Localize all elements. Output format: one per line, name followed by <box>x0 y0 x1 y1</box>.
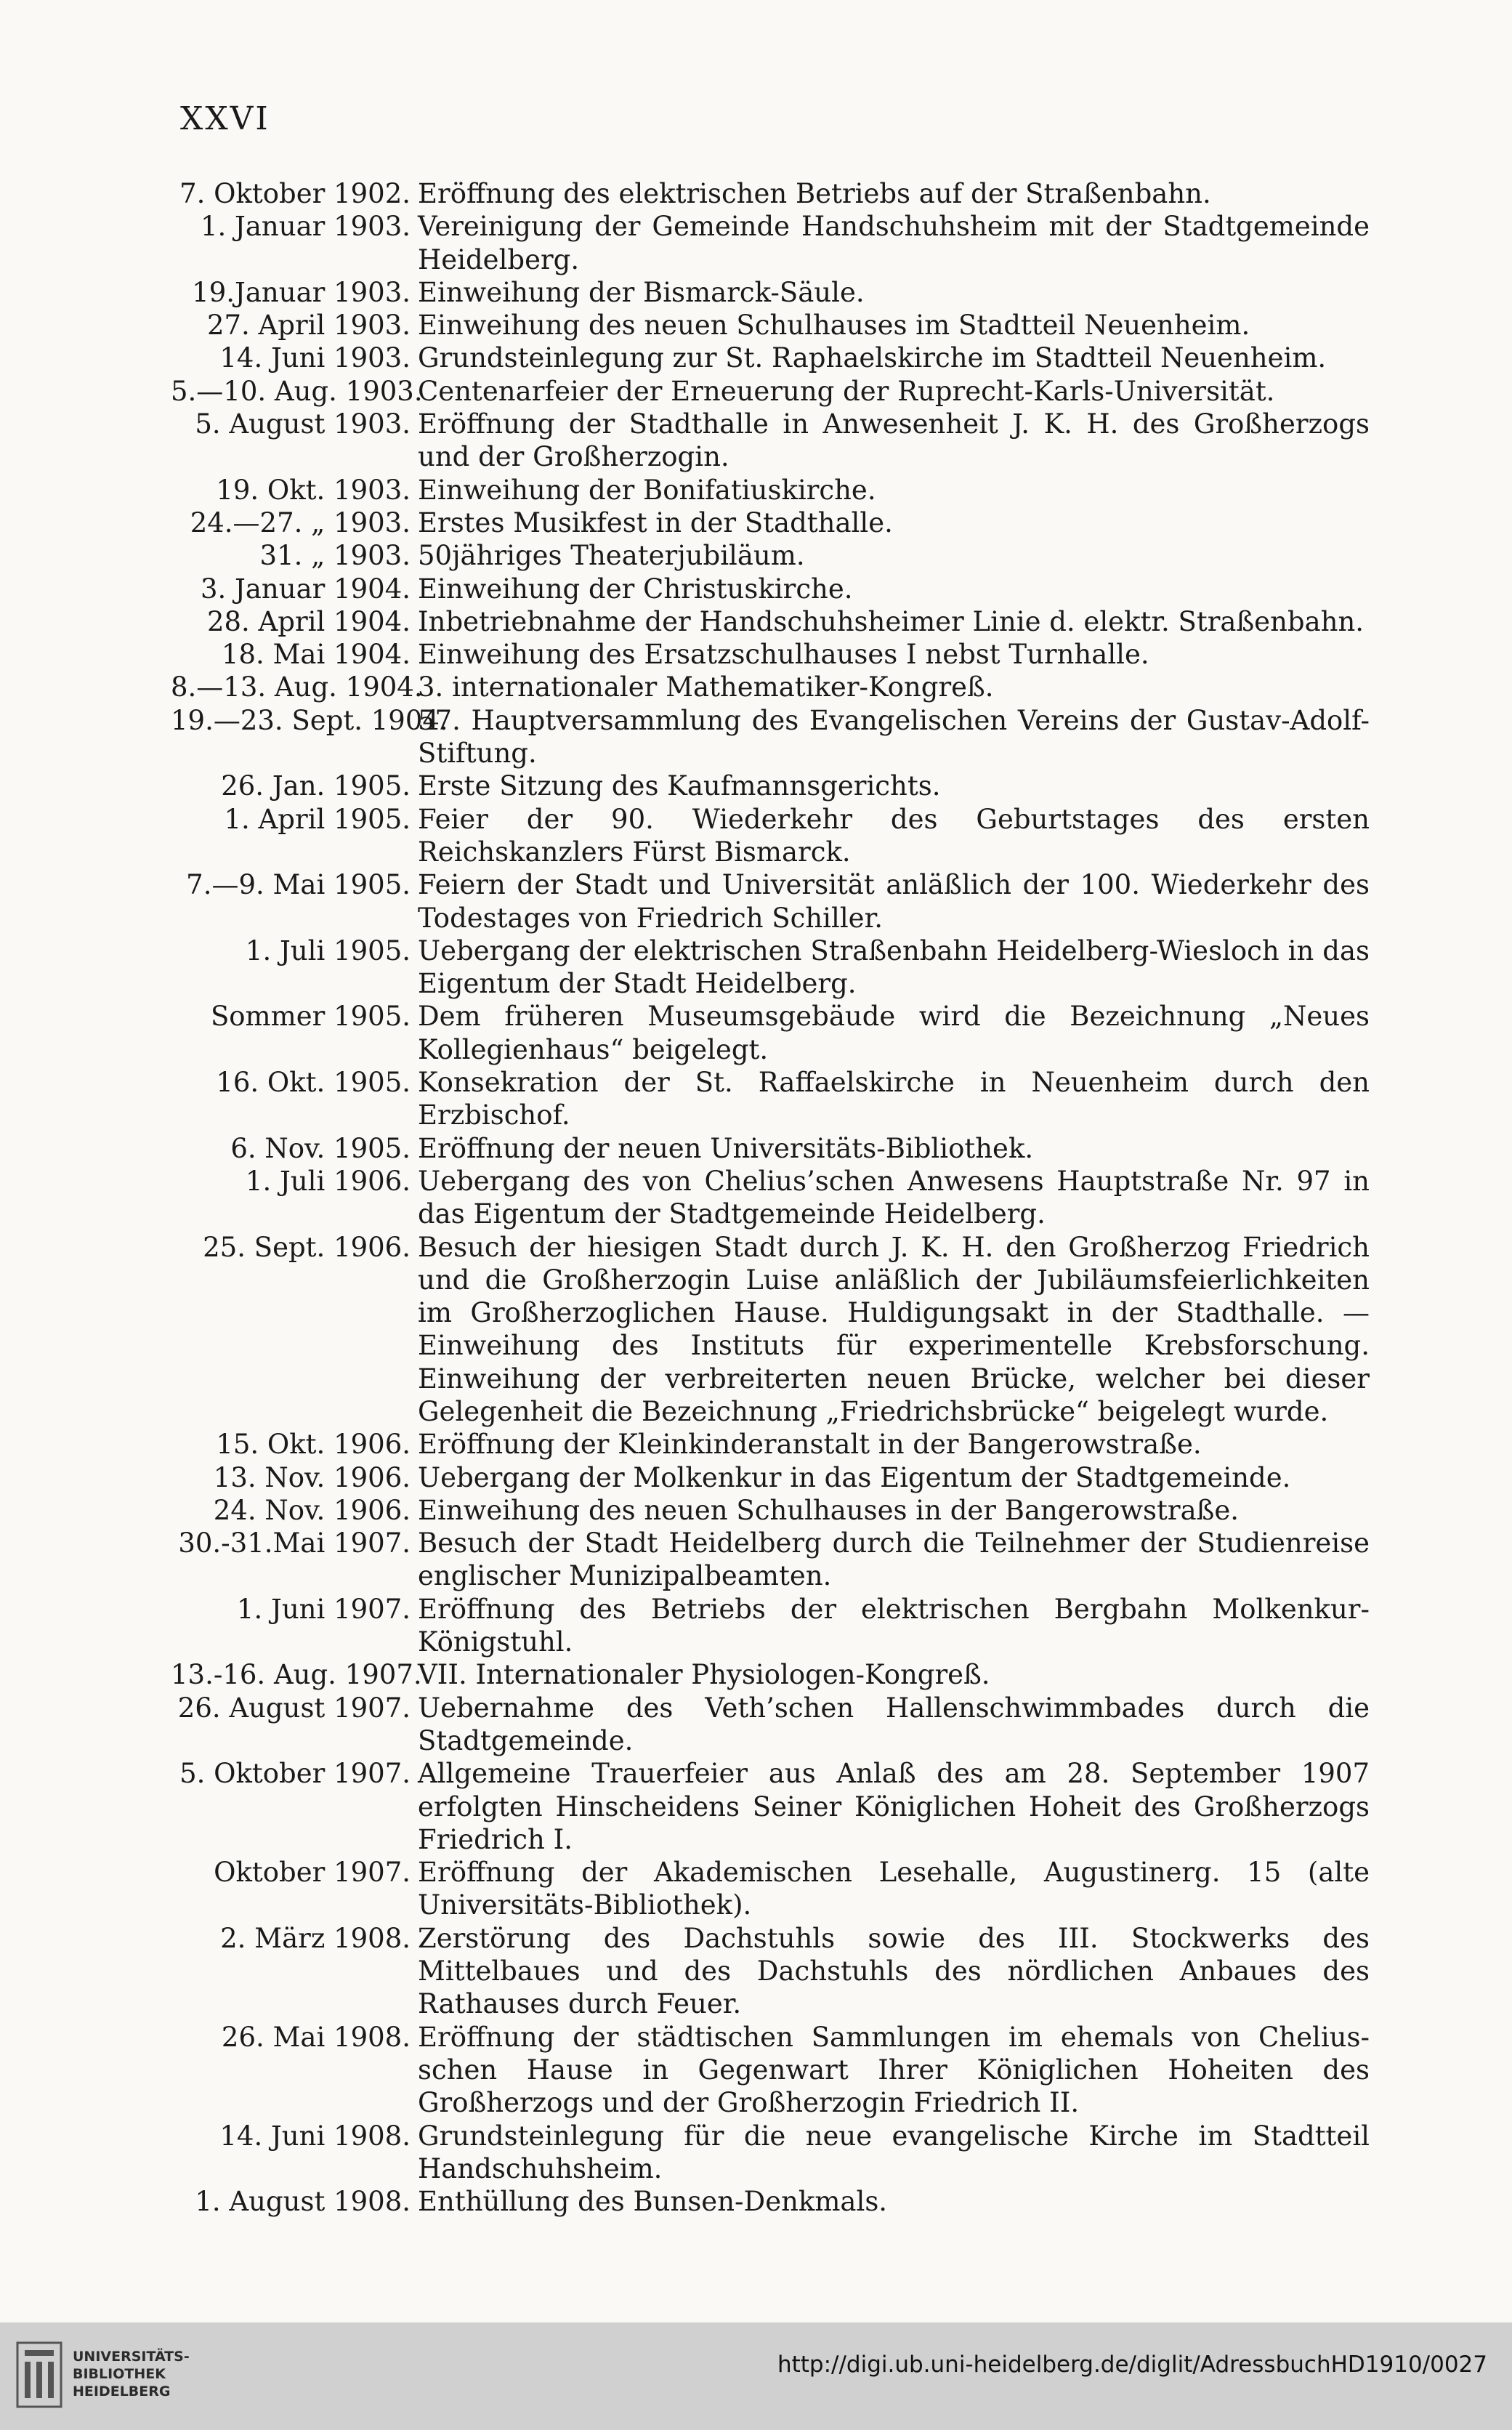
library-name-line3: HEIDELBERG <box>73 2383 171 2399</box>
entry-text: 50jähriges Theaterjubiläum. <box>418 540 805 572</box>
entry-date: 26. August 1907. <box>177 1692 411 1724</box>
chronicle-entry <box>171 210 1370 276</box>
chronicle-entry <box>171 309 1370 342</box>
entry-date: 1. Juli 1906. <box>245 1165 411 1197</box>
entry-date: 14. Juni 1908. <box>219 2120 411 2152</box>
chronicle-entry <box>171 1132 1370 1165</box>
entry-text: Besuch der hiesigen Stadt durch J. K. H. den Großherzog Friedrich und die Großherzogin Luise anläßlich der Jubiläumsfeierlichkeiten im Großherzoglichen Hause. Huldigungsakt in der Stadthalle. — Einweihung des Instituts für experimentelle Krebsforschung. Einweihung der verbreiterten neuen Brücke, welcher bei dieser Gelegenheit die Bezeichnung „Friedrichsbrücke“ beigelegt wurde. <box>418 1231 1370 1427</box>
footer-bar <box>0 2322 1512 2430</box>
chronicle-entry <box>171 1165 1370 1231</box>
entry-date: 18. Mai 1904. <box>221 639 411 671</box>
chronicle-entry <box>171 1428 1370 1461</box>
entry-date: Sommer 1905. <box>210 1001 411 1033</box>
chronicle-entry <box>171 2185 1370 2218</box>
chronicle-entry <box>171 375 1370 408</box>
chronicle-entry <box>171 2120 1370 2186</box>
chronicle-entry <box>171 408 1370 474</box>
entry-date: 26. Jan. 1905. <box>221 770 411 802</box>
entry-text: Eröffnung des Betriebs der elektrischen Bergbahn Molkenkur-Königstuhl. <box>418 1593 1370 1658</box>
entry-text: Eröffnung der Stadthalle in Anwesenheit J. K. H. des Großherzogs und der Großherzogin. <box>418 408 1370 473</box>
university-library-logo-icon <box>16 2340 62 2410</box>
chronicle-entry <box>171 704 1370 770</box>
entry-date: 1. April 1905. <box>224 803 411 835</box>
chronicle-entry <box>171 605 1370 638</box>
entry-date: 30.-31.Mai 1907. <box>178 1527 411 1559</box>
entry-text: Besuch der Stadt Heidelberg durch die Teilnehmer der Studienreise englischer Munizipalbeamten. <box>418 1527 1370 1592</box>
entry-text: Eröffnung des elektrischen Betriebs auf der Straßenbahn. <box>418 178 1211 209</box>
entry-date: 6. Nov. 1905. <box>230 1132 411 1164</box>
chronicle-entry <box>171 935 1370 1001</box>
entry-text: Grundsteinlegung für die neue evangelische Kirche im Stadtteil Handschuhsheim. <box>418 2120 1370 2184</box>
chronicle-entry <box>171 2021 1370 2120</box>
entry-text: Einweihung des neuen Schulhauses in der Bangerowstraße. <box>418 1494 1240 1526</box>
entry-text: Konsekration der St. Raffaelskirche in Neuenheim durch den Erzbischof. <box>418 1067 1370 1131</box>
chronicle-entry <box>171 1461 1370 1494</box>
entry-date: 1. Januar 1903. <box>200 211 411 243</box>
entry-text: Uebergang der Molkenkur in das Eigentum der Stadtgemeinde. <box>418 1461 1291 1493</box>
entry-date: 24. Nov. 1906. <box>213 1494 411 1526</box>
entry-text: Erste Sitzung des Kaufmannsgerichts. <box>418 770 941 802</box>
entry-date: 25. Sept. 1906. <box>203 1231 411 1263</box>
entry-date: 28. April 1904. <box>206 605 411 637</box>
entry-text: Inbetriebnahme der Handschuhsheimer Linie d. elektr. Straßenbahn. <box>418 605 1365 637</box>
entry-date: 24.—27. „ 1903. <box>190 506 411 538</box>
entry-date: 3. Januar 1904. <box>200 573 411 605</box>
chronicle-entry <box>171 276 1370 309</box>
entry-date: 2. März 1908. <box>220 1922 411 1954</box>
entry-text: Feiern der Stadt und Universität anläßlich der 100. Wiederkehr des Todestages von Friedrich Schiller. <box>418 869 1370 934</box>
library-name-line2: BIBLIOTHEK <box>73 2366 166 2382</box>
entry-date: 19.—23. Sept. 1904. <box>171 704 448 736</box>
entry-text: VII. Internationaler Physiologen-Kongreß. <box>418 1659 990 1691</box>
entry-text: 3. internationaler Mathematiker-Kongreß. <box>418 671 994 703</box>
entry-date: 7. Oktober 1902. <box>179 178 411 209</box>
chronicle-entry <box>171 342 1370 374</box>
entry-text: Einweihung der Bonifatiuskirche. <box>418 474 876 506</box>
entry-text: Uebernahme des Veth’schen Hallenschwimmbades durch die Stadtgemeinde. <box>418 1692 1370 1756</box>
entry-date: 1. Juli 1905. <box>245 935 411 966</box>
entry-date: 5. Oktober 1907. <box>179 1758 411 1790</box>
entry-date: 8.—13. Aug. 1904. <box>171 671 423 703</box>
chronicle-entry <box>171 671 1370 703</box>
entry-text: Einweihung des neuen Schulhauses im Stadtteil Neuenheim. <box>418 310 1250 342</box>
page-number: XXVI <box>180 100 270 137</box>
entry-text: Dem früheren Museumsgebäude wird die Bezeichnung „Neues Kollegienhaus“ beigelegt. <box>418 1001 1370 1065</box>
chronicle-entry <box>171 638 1370 671</box>
chronicle-entry <box>171 1856 1370 1922</box>
entry-text: Erstes Musikfest in der Stadthalle. <box>418 506 893 538</box>
entry-text: Zerstörung des Dachstuhls sowie des III. Stockwerks des Mittelbaues und des Dachstuhls des nördlichen Anbaues des Rathauses durch Feuer. <box>418 1922 1370 2020</box>
entry-text: Uebergang der elektrischen Straßenbahn Heidelberg-Wiesloch in das Eigentum der Stadt Heidelberg. <box>418 935 1370 1000</box>
entry-text: Feier der 90. Wiederkehr des Geburtstages des ersten Reichskanzlers Fürst Bismarck. <box>418 803 1370 868</box>
entry-date: 1. August 1908. <box>195 2186 411 2218</box>
chronicle-entry <box>171 1231 1370 1429</box>
chronicle-entry <box>171 1922 1370 2021</box>
chronicle-entry <box>171 474 1370 506</box>
entry-text: Allgemeine Trauerfeier aus Anlaß des am 28. September 1907 erfolgten Hinscheidens Seiner Königlichen Hoheit des Großherzogs Friedrich I. <box>418 1758 1370 1855</box>
chronicle-entry <box>171 868 1370 935</box>
entry-date: 26. Mai 1908. <box>221 2021 411 2053</box>
source-url-link[interactable]: http://digi.ub.uni-heidelberg.de/diglit/AdressbuchHD1910/0027 <box>777 2352 1487 2378</box>
entry-date: 13.-16. Aug. 1907. <box>171 1659 422 1691</box>
chronicle-entry <box>171 573 1370 605</box>
chronicle-entry <box>171 770 1370 802</box>
entry-date: 1. Juni 1907. <box>236 1593 411 1625</box>
entry-text: Grundsteinlegung zur St. Raphaelskirche im Stadtteil Neuenheim. <box>418 342 1327 374</box>
entry-date: 16. Okt. 1905. <box>216 1067 411 1099</box>
entry-date: 5. August 1903. <box>195 408 411 440</box>
entry-text: Uebergang des von Chelius’schen Anwesens Hauptstraße Nr. 97 in das Eigentum der Stadtgemeinde Heidelberg. <box>418 1165 1370 1230</box>
chronicle-entry <box>171 177 1370 210</box>
entry-date: 27. April 1903. <box>206 310 411 342</box>
chronicle-entry <box>171 506 1370 539</box>
chronicle-entry <box>171 803 1370 869</box>
chronicle-entry <box>171 1658 1370 1691</box>
chronicle-list <box>171 177 1370 2218</box>
chronicle-entry <box>171 539 1370 572</box>
entry-date: Oktober 1907. <box>214 1857 411 1889</box>
chronicle-entry <box>171 1527 1370 1593</box>
chronicle-entry <box>171 1000 1370 1066</box>
entry-text: Centenarfeier der Erneuerung der Ruprecht-Karls-Universität. <box>418 375 1275 407</box>
entry-date: 19. Okt. 1903. <box>216 474 411 506</box>
entry-text: Eröffnung der neuen Universitäts-Bibliothek. <box>418 1132 1034 1164</box>
entry-date: 15. Okt. 1906. <box>216 1429 411 1461</box>
entry-text: 57. Hauptversammlung des Evangelischen Vereins der Gustav-Adolf-Stiftung. <box>418 704 1370 770</box>
entry-text: Eröffnung der städtischen Sammlungen im ehemals von Chelius-schen Hause in Gegenwart Ihrer Königlichen Hoheiten des Großherzogs und der Großherzogin Friedrich II. <box>418 2021 1370 2119</box>
entry-text: Einweihung des Ersatzschulhauses I nebst Turnhalle. <box>418 639 1149 671</box>
entry-date: 7.—9. Mai 1905. <box>186 869 411 901</box>
entry-date: 13. Nov. 1906. <box>213 1461 411 1493</box>
chronicle-entry <box>171 1066 1370 1132</box>
entry-date: 14. Juni 1903. <box>219 342 411 374</box>
entry-text: Einweihung der Christuskirche. <box>418 573 853 605</box>
entry-text: Einweihung der Bismarck-Säule. <box>418 276 865 308</box>
chronicle-entry <box>171 1494 1370 1527</box>
entry-text: Eröffnung der Akademischen Lesehalle, Augustinerg. 15 (alte Universitäts-Bibliothek). <box>418 1857 1370 1921</box>
entry-text: Vereinigung der Gemeinde Handschuhsheim mit der Stadtgemeinde Heidelberg. <box>418 211 1370 275</box>
entry-date: 5.—10. Aug. 1903. <box>171 375 423 407</box>
entry-date: 19.Januar 1903. <box>192 276 411 308</box>
library-name-line1: UNIVERSITÄTS- <box>73 2349 190 2365</box>
entry-date: 31. „ 1903. <box>259 540 411 572</box>
chronicle-entry <box>171 1757 1370 1856</box>
chronicle-entry <box>171 1593 1370 1659</box>
entry-text: Eröffnung der Kleinkinderanstalt in der Bangerowstraße. <box>418 1429 1202 1461</box>
library-name <box>73 2348 190 2400</box>
entry-text: Enthüllung des Bunsen-Denkmals. <box>418 2186 888 2218</box>
chronicle-entry <box>171 1692 1370 1758</box>
